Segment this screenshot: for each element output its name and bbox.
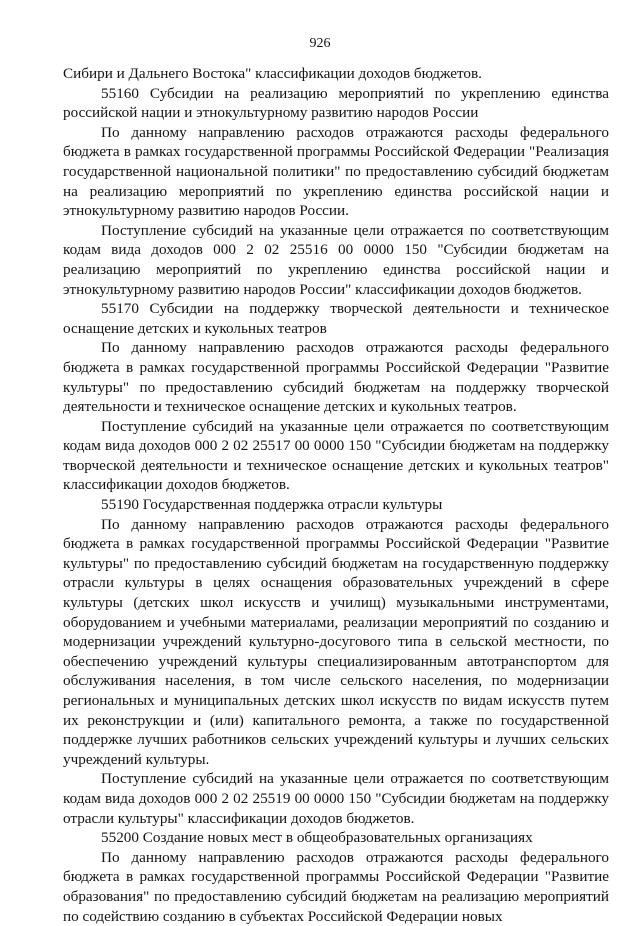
paragraph-55160-description: По данному направлению расходов отражаются расходы федерального бюджета в рамках государственной программы Российской Федерации "Реализация государственной национальной политики" по предоставлению субсидий бюджетам на реализацию мероприятий по укреплению единства российской нации и этнокультурному развитию народов России. — [63, 123, 609, 220]
paragraph-55190-income: Поступление субсидий на указанные цели отражается по соответствующим кодам вида доходов 000 2 02 25519 00 0000 150 "Субсидии бюджетам на поддержку отрасли культуры" классификации доходов бюджетов. — [63, 770, 609, 827]
section-heading-55190: 55190 Государственная поддержка отрасли культуры — [101, 496, 443, 514]
paragraph-continuation: Сибири и Дальнего Востока" классификации доходов бюджетов. — [63, 65, 482, 82]
paragraph-55200-description: По данному направлению расходов отражаются расходы федерального бюджета в рамках государственной программы Российской Федерации "Развитие образования" по предоставлению субсидий бюджетам на реализацию мероприятий по содействию созданию в субъектах Российской Федерации новых — [63, 848, 609, 925]
paragraph-55170-description: По данному направлению расходов отражаются расходы федерального бюджета в рамках государственной программы Российской Федерации "Развитие культуры" по предоставлению субсидий бюджетам на поддержку творческой деятельности и техническое оснащение детских и кукольных театров. — [63, 339, 609, 416]
page-number: 926 — [309, 36, 331, 51]
section-heading-55200: 55200 Создание новых мест в общеобразовательных организациях — [101, 829, 533, 847]
section-heading-55170: 55170 Субсидии на поддержку творческой деятельности и техническое оснащение детских и кукольных театров — [63, 300, 609, 337]
paragraph-55160-income: Поступление субсидий на указанные цели отражается по соответствующим кодам вида доходов 000 2 02 25516 00 0000 150 "Субсидии бюджетам на реализацию мероприятий по укреплению единства российской нации и этнокультурному развитию народов России" классификации доходов бюджетов. — [63, 221, 609, 298]
paragraph-55190-description: По данному направлению расходов отражаются расходы федерального бюджета в рамках государственной программы Российской Федерации "Развитие культуры" по предоставлению субсидий бюджетам на государственную поддержку отрасли культуры в целях оснащения образовательных учреждений в сфере культуры (детских школ искусств и училищ) музыкальными инструментами, оборудованием и учебными материалами, реализации мероприятий по созданию и модернизации учреждений культурно-досугового типа в сельской местности, по обеспечению учреждений культуры специализированным автотранспортом для обслуживания населения, в том числе сельского населения, по модернизации региональных и муниципальных детских школ искусств по видам искусств путем их реконструкции и (или) капитального ремонта, а также по государственной поддержке лучших работников сельских учреждений культуры и лучших сельских учреждений культуры. — [63, 515, 609, 768]
paragraph-55170-income: Поступление субсидий на указанные цели отражается по соответствующим кодам вида доходов 000 2 02 25517 00 0000 150 "Субсидии бюджетам на поддержку творческой деятельности и техническое оснащение детских и кукольных театров" классификации доходов бюджетов. — [63, 417, 609, 494]
document-body — [63, 64, 609, 926]
section-heading-55160: 55160 Субсидии на реализацию мероприятий по укреплению единства российской нации и этнокультурному развитию народов России — [63, 84, 609, 122]
